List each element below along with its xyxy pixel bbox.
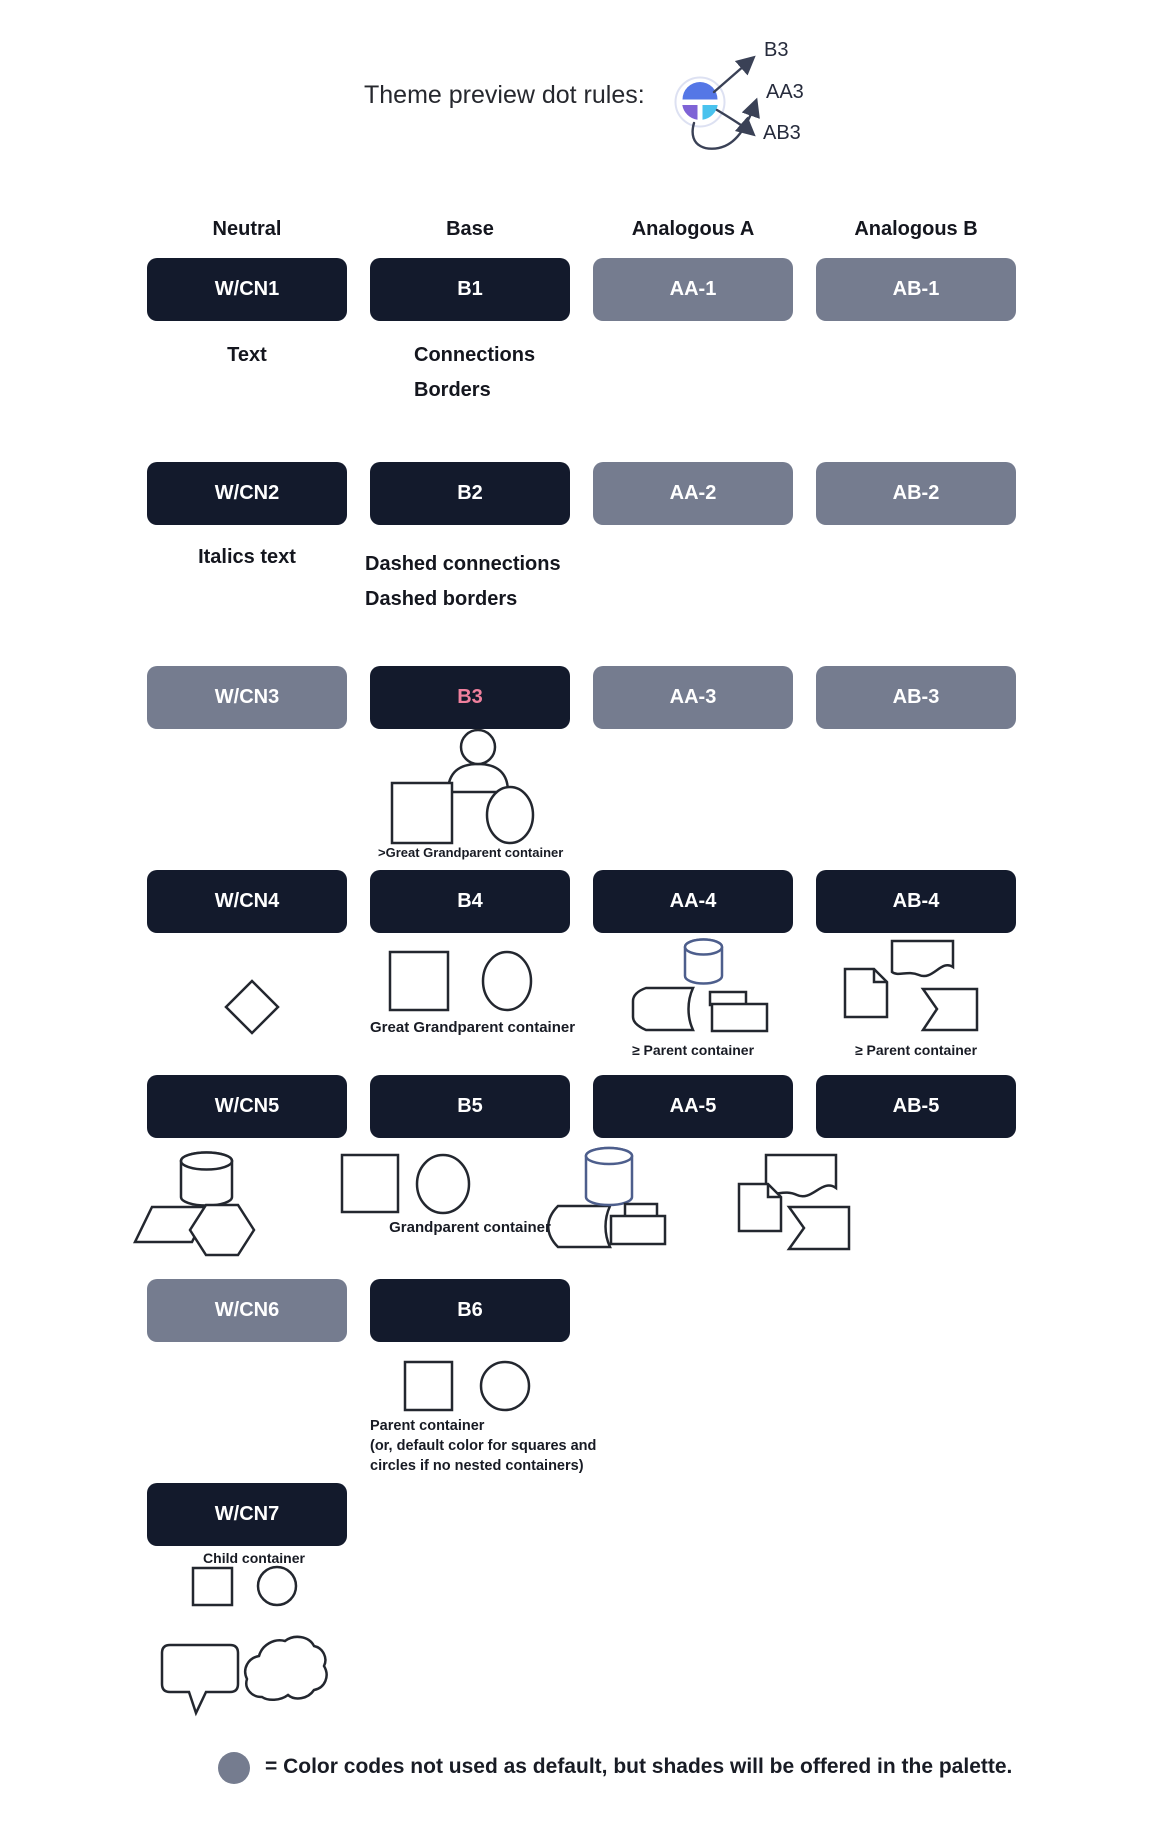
column-header-analogous-b: Analogous B bbox=[854, 218, 978, 240]
column-header-base: Base bbox=[446, 218, 494, 240]
caption-aa4: ≥ Parent container bbox=[631, 1042, 755, 1058]
ab5-shapes bbox=[739, 1155, 849, 1249]
note-b2-dashed-borders: Dashed borders bbox=[365, 588, 518, 610]
b6-square-circle-shapes bbox=[405, 1362, 529, 1410]
arrow-to-b3 bbox=[714, 58, 753, 92]
swatch-aa4: AA-4 bbox=[593, 870, 793, 933]
swatch-ab5: AB-5 bbox=[816, 1075, 1016, 1138]
swatch-wcn1: W/CN1 bbox=[147, 258, 347, 321]
swatch-wcn2: W/CN2 bbox=[147, 462, 347, 525]
legend-gray-dot-icon bbox=[218, 1752, 250, 1784]
caption-b3: >Great Grandparent container bbox=[378, 845, 564, 860]
note-b1-connections: Connections bbox=[414, 344, 536, 366]
legend-text: = Color codes not used as default, but shades will be offered in the palette. bbox=[265, 1755, 1013, 1778]
b3-person-square-circle-shapes bbox=[392, 730, 533, 843]
swatch-aa5: AA-5 bbox=[593, 1075, 793, 1138]
aa4-shapes bbox=[633, 940, 767, 1032]
swatch-wcn3: W/CN3 bbox=[147, 666, 347, 729]
note-b2-dashed-connections: Dashed connections bbox=[365, 553, 561, 575]
swatch-wcn4: W/CN4 bbox=[147, 870, 347, 933]
swatch-wcn7: W/CN7 bbox=[147, 1483, 347, 1546]
swatch-aa2: AA-2 bbox=[593, 462, 793, 525]
swatch-ab3: AB-3 bbox=[816, 666, 1016, 729]
swatch-b2: B2 bbox=[370, 462, 570, 525]
note-wcn1-text: Text bbox=[227, 344, 267, 366]
speech-bubble-shape bbox=[162, 1645, 238, 1713]
dot-rule-label-ab3: AB3 bbox=[763, 122, 801, 144]
swatch-b3: B3 bbox=[370, 666, 570, 729]
swatch-ab4: AB-4 bbox=[816, 870, 1016, 933]
swatch-b5: B5 bbox=[370, 1075, 570, 1138]
caption-b6-line3: circles if no nested containers) bbox=[370, 1458, 584, 1474]
caption-b5: Grandparent container bbox=[389, 1219, 551, 1236]
wcn5-shapes bbox=[135, 1153, 254, 1256]
caption-b6-line1: Parent container bbox=[370, 1418, 485, 1434]
dot-rule-label-b3: B3 bbox=[764, 39, 789, 61]
ab4-shapes bbox=[845, 941, 977, 1030]
page-title: Theme preview dot rules: bbox=[364, 81, 645, 109]
wcn7-shapes bbox=[162, 1567, 327, 1713]
b4-square-circle-shapes bbox=[390, 952, 531, 1010]
swatch-ab2: AB-2 bbox=[816, 462, 1016, 525]
dot-rule-label-aa3: AA3 bbox=[766, 81, 804, 103]
b5-square-circle-shapes bbox=[342, 1155, 469, 1213]
note-b1-borders: Borders bbox=[414, 379, 491, 401]
caption-b6-line2: (or, default color for squares and bbox=[370, 1438, 597, 1454]
theme-preview-dot-icon bbox=[676, 78, 725, 127]
column-header-neutral: Neutral bbox=[212, 218, 282, 240]
wcn4-diamond-shape bbox=[226, 981, 278, 1033]
swatch-ab1: AB-1 bbox=[816, 258, 1016, 321]
cloud-shape bbox=[245, 1637, 326, 1700]
swatch-b6: B6 bbox=[370, 1279, 570, 1342]
note-wcn2-italics: Italics text bbox=[198, 546, 296, 568]
caption-wcn7: Child container bbox=[203, 1550, 305, 1566]
swatch-b4: B4 bbox=[370, 870, 570, 933]
swatch-wcn6: W/CN6 bbox=[147, 1279, 347, 1342]
column-header-analogous-a: Analogous A bbox=[631, 218, 755, 240]
swatch-aa1: AA-1 bbox=[593, 258, 793, 321]
swatch-wcn5: W/CN5 bbox=[147, 1075, 347, 1138]
caption-ab4: ≥ Parent container bbox=[854, 1042, 978, 1058]
caption-b4: Great Grandparent container bbox=[370, 1019, 576, 1036]
swatch-aa3: AA-3 bbox=[593, 666, 793, 729]
swatch-b1: B1 bbox=[370, 258, 570, 321]
